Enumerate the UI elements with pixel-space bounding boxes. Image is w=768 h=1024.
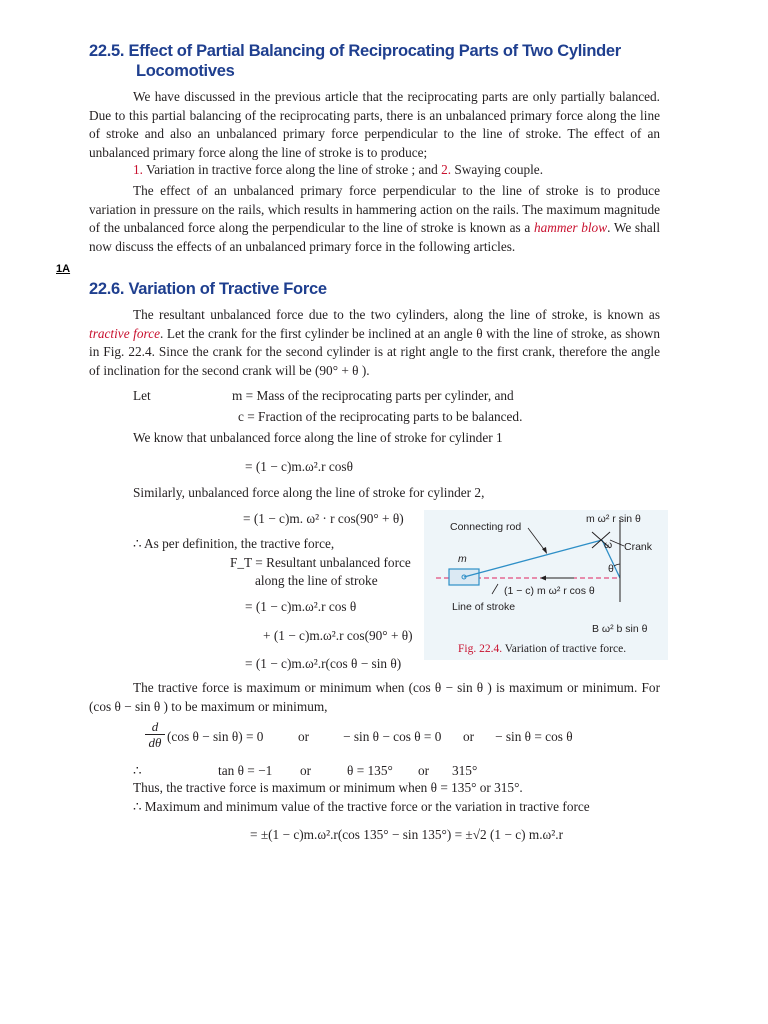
derivative-numerator: d (151, 719, 159, 734)
equation-ft-step2: + (1 − c)m.ω².r cos(90° + θ) (263, 628, 413, 643)
ft-definition-line1: F_T = Resultant unbalanced force (230, 555, 411, 570)
label-mass-m: m (458, 553, 467, 565)
tan-equation: tan θ = −1 (218, 763, 273, 778)
label-crank: Crank (624, 541, 653, 553)
known-line-cylinder1: We know that unbalanced force along the line of stroke for cylinder 1 (133, 430, 503, 445)
term-hammer-blow: hammer blow (533, 220, 608, 236)
or-word-1: or (298, 729, 310, 744)
side-marker: 1A (56, 263, 71, 275)
definition-m: m = Mass of the reciprocating parts per cylinder, and (232, 388, 514, 403)
hammer-blow-text-after: . We shall now discuss the effects of an unbalanced primary force in the following articles. (89, 220, 661, 254)
max-min-value-line: ∴ Maximum and minimum value of the tractive force or the variation in tractive force (133, 799, 590, 814)
hammer-blow-text-before: The effect of an unbalanced primary force perpendicular to the line of stroke is to produce variation in pressure on the rails, which results in hammering action on the rails. The maximum magnitude of the unbalanced force along the perpendicular to the line of stroke is known as a (89, 183, 660, 236)
theta-135: θ = 135° (347, 763, 393, 778)
figure-22-4 (424, 510, 668, 660)
label-line-of-stroke: Line of stroke (452, 601, 516, 613)
section-heading-22-5-line2: Locomotives (136, 62, 235, 80)
label-b-omega-sin: B ω² b sin θ (592, 623, 648, 635)
list-number-2: 2. (441, 162, 452, 177)
label-m-omega-sin: m ω² r sin θ (586, 513, 641, 525)
derivative-equation-3: − sin θ = cos θ (495, 729, 573, 744)
ft-definition-line2: along the line of stroke (255, 573, 378, 588)
derivative-equation-2: − sin θ − cos θ = 0 (343, 729, 442, 744)
section-heading-22-5-line1: 22.5. Effect of Partial Balancing of Reciprocating Parts of Two Cylinder (89, 42, 621, 60)
paragraph-tractive-force (89, 306, 660, 380)
label-force-cos: (1 − c) m ω² r cos θ (504, 585, 595, 597)
similarly-line-cylinder2: Similarly, unbalanced force along the line of stroke for cylinder 2, (133, 485, 485, 500)
section-heading-22-6: 22.6. Variation of Tractive Force (89, 280, 327, 298)
list-item-tractive: Variation in tractive force along the line of stroke ; and (142, 162, 442, 177)
thus-line: Thus, the tractive force is maximum or minimum when θ = 135° or 315°. (133, 780, 523, 795)
or-word-3: or (300, 763, 312, 778)
equation-ft-step3: = (1 − c)m.ω².r(cos θ − sin θ) (245, 656, 402, 671)
figure-caption-text: Variation of tractive force. (502, 643, 627, 655)
definition-tractive-force-line: ∴ As per definition, the tractive force, (133, 536, 335, 551)
derivative-denominator: dθ (145, 734, 165, 750)
equation-ft-step1: = (1 − c)m.ω².r cos θ (245, 599, 357, 614)
let-word: Let (133, 388, 151, 403)
paragraph-max-min: The tractive force is maximum or minimum when (cos θ − sin θ ) is maximum or minimum. For (cos θ − sin θ ) to be maximum or minimum, (89, 680, 660, 714)
therefore-symbol: ∴ (133, 763, 142, 778)
or-word-2: or (463, 729, 475, 744)
paragraph-hammer-blow (89, 182, 660, 256)
figure-caption (458, 643, 626, 655)
label-omega: ω (604, 539, 613, 551)
effects-list (133, 162, 543, 178)
theta-315: 315° (452, 763, 478, 778)
equation-cylinder2: = (1 − c)m. ω² · r cos(90° + θ) (243, 511, 404, 526)
list-number-1: 1. (133, 162, 143, 177)
label-theta: θ (608, 563, 614, 575)
derivative-equation: (cos θ − sin θ) = 0 (167, 729, 264, 744)
term-tractive-force: tractive force (89, 325, 161, 341)
equation-cylinder1: = (1 − c)m.ω².r cosθ (245, 459, 353, 474)
paragraph-partial-balancing: We have discussed in the previous article that the reciprocating parts are only partially balanced. Due to this partial balancing of the reciprocating parts, there is an unbalanced primary force along the line of stroke and also an unbalanced primary force perpendicular to the line of stroke. The effect of an unbalanced primary force along the line of stroke is to produce; (89, 89, 660, 160)
definition-c: c = Fraction of the reciprocating parts to be balanced. (238, 409, 523, 424)
list-item-swaying: Swaying couple. (451, 162, 544, 177)
tractive-text-before: The resultant unbalanced force due to the two cylinders, along the line of stroke, is known as (133, 307, 660, 322)
figure-caption-number: Fig. 22.4. (458, 643, 503, 655)
final-equation: = ±(1 − c)m.ω².r(cos 135° − sin 135°) = ±√2 (1 − c) m.ω².r (250, 827, 564, 842)
or-word-4: or (418, 763, 430, 778)
derivative-fraction (145, 719, 165, 750)
tractive-text-after: . Let the crank for the first cylinder be inclined at an angle θ with the line of stroke, as shown in Fig. 22.4. Since the crank for the second cylinder is at right angle to the first crank, therefore the angle of inclination for the second crank will be (90° + θ ). (89, 325, 661, 378)
label-connecting-rod: Connecting rod (450, 521, 522, 533)
